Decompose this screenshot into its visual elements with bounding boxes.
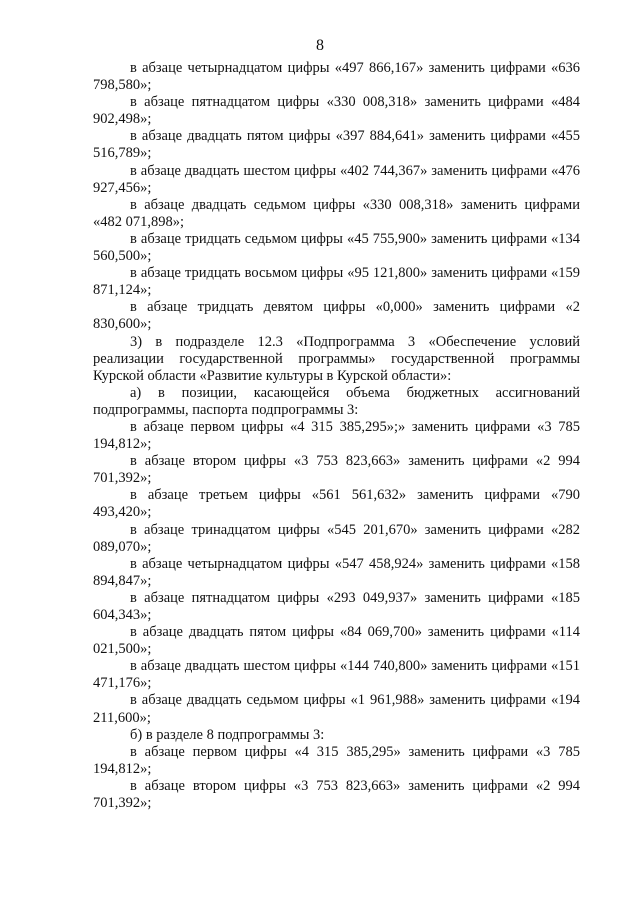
paragraph: в абзаце тридцать восьмом цифры «95 121,800» заменить цифрами «159 871,124»; xyxy=(93,265,580,299)
paragraph: в абзаце третьем цифры «561 561,632» заменить цифрами «790 493,420»; xyxy=(93,487,580,521)
paragraph: в абзаце двадцать пятом цифры «397 884,641» заменить цифрами «455 516,789»; xyxy=(93,128,580,162)
paragraph: в абзаце двадцать седьмом цифры «330 008,318» заменить цифрами «482 071,898»; xyxy=(93,196,580,230)
paragraph: 3) в подразделе 12.3 «Подпрограмма 3 «Обеспечение условий реализации государственной программы» государственной программы Курской области «Развитие культуры в Курской области»: xyxy=(93,333,580,384)
paragraph: в абзаце двадцать седьмом цифры «1 961,988» заменить цифрами «194 211,600»; xyxy=(93,692,580,726)
paragraph: в абзаце четырнадцатом цифры «547 458,924» заменить цифрами «158 894,847»; xyxy=(93,555,580,589)
paragraph: в абзаце двадцать шестом цифры «402 744,367» заменить цифрами «476 927,456»; xyxy=(93,162,580,196)
paragraph: в абзаце тридцать девятом цифры «0,000» заменить цифрами «2 830,600»; xyxy=(93,299,580,333)
paragraph: в абзаце четырнадцатом цифры «497 866,167» заменить цифрами «636 798,580»; xyxy=(93,60,580,94)
document-body xyxy=(93,60,580,812)
paragraph: в абзаце двадцать пятом цифры «84 069,700» заменить цифрами «114 021,500»; xyxy=(93,624,580,658)
page-number: 8 xyxy=(316,37,324,54)
paragraph: в абзаце тринадцатом цифры «545 201,670» заменить цифрами «282 089,070»; xyxy=(93,521,580,555)
paragraph: а) в позиции, касающейся объема бюджетных ассигнований подпрограммы, паспорта подпрограммы 3: xyxy=(93,384,580,418)
paragraph: в абзаце пятнадцатом цифры «293 049,937» заменить цифрами «185 604,343»; xyxy=(93,589,580,623)
paragraph: б) в разделе 8 подпрограммы 3: xyxy=(130,726,325,743)
paragraph: в абзаце пятнадцатом цифры «330 008,318» заменить цифрами «484 902,498»; xyxy=(93,94,580,128)
paragraph: в абзаце первом цифры «4 315 385,295» заменить цифрами «3 785 194,812»; xyxy=(93,743,580,777)
paragraph: в абзаце двадцать шестом цифры «144 740,800» заменить цифрами «151 471,176»; xyxy=(93,658,580,692)
paragraph: в абзаце тридцать седьмом цифры «45 755,900» заменить цифрами «134 560,500»; xyxy=(93,230,580,265)
paragraph: в абзаце первом цифры «4 315 385,295»;» заменить цифрами «3 785 194,812»; xyxy=(93,418,580,453)
paragraph: в абзаце втором цифры «3 753 823,663» заменить цифрами «2 994 701,392»; xyxy=(93,777,580,812)
paragraph: в абзаце втором цифры «3 753 823,663» заменить цифрами «2 994 701,392»; xyxy=(93,453,580,487)
